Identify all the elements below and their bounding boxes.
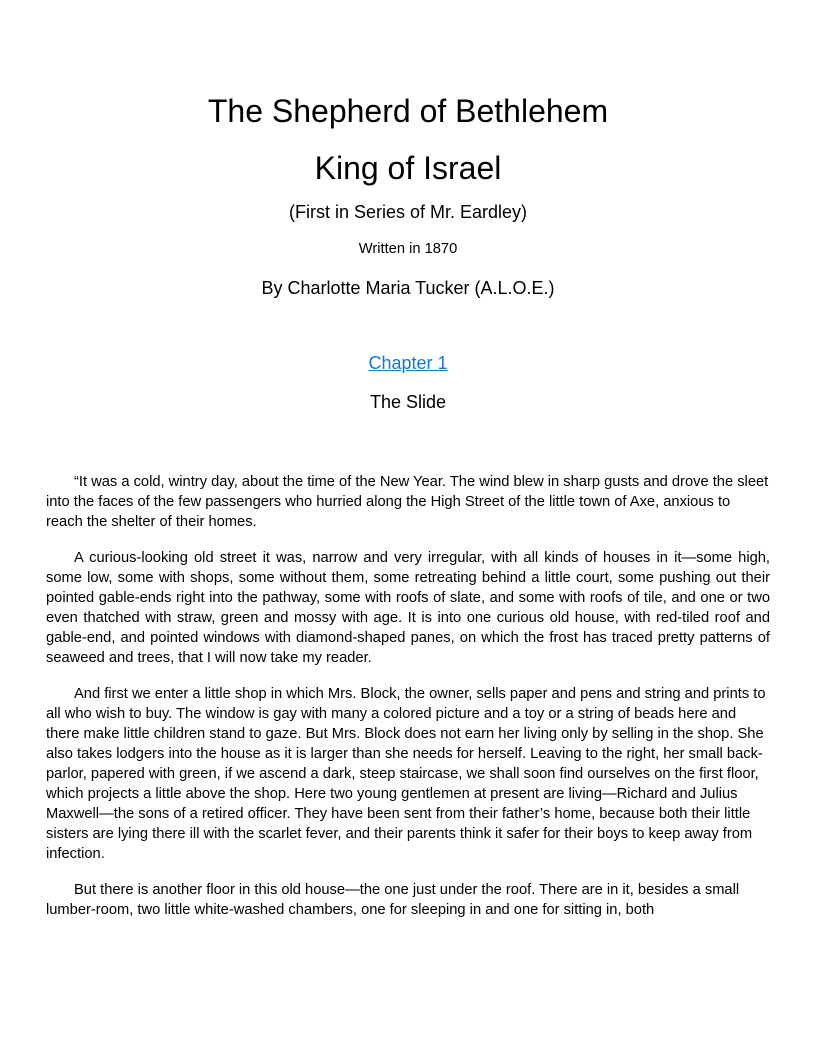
series-note: (First in Series of Mr. Eardley) bbox=[288, 202, 528, 222]
chapter-subtitle: The Slide bbox=[369, 392, 447, 412]
body-paragraph: And first we enter a little shop in which Mrs. Block, the owner, sells paper and pens and string and prints to all who wish to buy. The window is gay with many a colored picture and a toy or a string of beads here and there make little children stand to gaze. But Mrs. Block does not earn her living only by selling in the shop. She also takes lodgers into the house as it is larger than she needs for herself. Leaving to the right, her small back-parlor, papered with green, if we ascend a dark, steep staircase, we shall soon find ourselves on the first floor, which projects a little above the shop. Here two young gentlemen at present are living—Richard and Julius Maxwell—the sons of a retired officer. They have been sent from their father’s home, because both their little sisters are lying there ill with the scarlet fever, and their parents think it safer for their boys to keep away from infection. bbox=[46, 686, 766, 862]
written-note: Written in 1870 bbox=[358, 241, 458, 257]
chapter-heading bbox=[0, 353, 816, 374]
body-paragraph: But there is another floor in this old house—the one just under the roof. There are in it, besides a small lumber-room, two little white-washed chambers, one for sleeping in and one for sitting in, both bbox=[46, 882, 740, 918]
body-text bbox=[46, 472, 770, 936]
body-paragraph: A curious-looking old street it was, narrow and very irregular, with all kinds of houses in it—some high, some low, some with shops, some without them, some retreating behind a little court, some pushing out their pointed gable-ends right into the pathway, some with roofs of slate, and some with roofs of tile, and one or two even thatched with straw, green and mossy with age. It is into one curious old house, with red-tiled roof and gable-end, and pointed windows with diamond-shaped panes, on which the frost has traced pretty patterns of seaweed and trees, that I will now take my reader. bbox=[46, 550, 770, 666]
book-title-line2: King of Israel bbox=[314, 150, 502, 186]
body-paragraph: “It was a cold, wintry day, about the time of the New Year. The wind blew in sharp gusts and drove the sleet into the faces of the few passengers who hurried along the High Street of the little town of Axe, anxious to reach the shelter of their homes. bbox=[46, 474, 769, 530]
author-line: By Charlotte Maria Tucker (A.L.O.E.) bbox=[261, 278, 555, 298]
book-title-line1: The Shepherd of Bethlehem bbox=[207, 93, 609, 129]
chapter-1-link[interactable]: Chapter 1 bbox=[368, 353, 448, 373]
